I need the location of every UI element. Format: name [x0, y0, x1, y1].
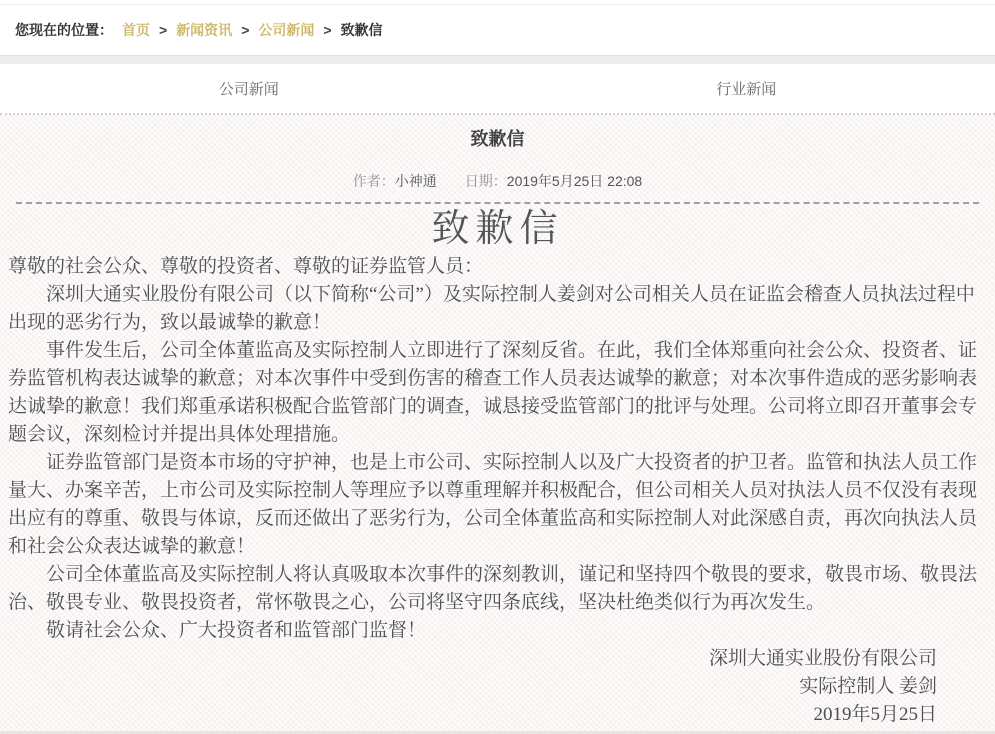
letter-paragraph: 公司全体董监高及实际控制人将认真吸取本次事件的深刻教训，谨记和坚持四个敬畏的要求，敬畏市场、敬畏法治、敬畏专业、敬畏投资者，常怀敬畏之心，公司将坚守四条底线，坚决杜绝类似行为再次发生。	[8, 564, 978, 613]
signature-block	[8, 645, 987, 729]
news-tabs	[0, 64, 995, 115]
breadcrumb-link-company-news[interactable]: 公司新闻	[258, 22, 315, 38]
letter-body	[8, 205, 987, 729]
dashed-divider	[16, 202, 979, 204]
article-meta	[8, 171, 987, 191]
signature-signer: 实际控制人 姜剑	[799, 676, 937, 697]
signature-date: 2019年5月25日	[813, 704, 937, 725]
letter-paragraph: 证券监管部门是资本市场的守护神，也是上市公司、实际控制人以及广大投资者的护卫者。监管和执法人员工作量大、办案辛苦，上市公司及实际控制人等理应予以尊重理解并积极配合，但公司相关人员对执法人员不仅没有表现出应有的尊重、敬畏与体谅，反而还做出了恶劣行为，公司全体董监高和实际控制人对此深感自责，再次向执法人员和社会公众表达诚挚的歉意！	[8, 452, 978, 557]
letter-paragraph: 事件发生后，公司全体董监高及实际控制人立即进行了深刻反省。在此，我们全体郑重向社会公众、投资者、证券监管机构表达诚挚的歉意；对本次事件中受到伤害的稽查工作人员表达诚挚的歉意；对本次事件造成的恶劣影响表达诚挚的歉意！我们郑重承诺积极配合监管部门的调查，诚恳接受监管部门的批评与处理。公司将立即召开董事会专题会议，深刻检讨并提出具体处理措施。	[8, 340, 978, 445]
breadcrumb-separator: >	[323, 22, 332, 38]
article-panel	[0, 115, 995, 734]
breadcrumb-current-page: 致歉信	[340, 22, 383, 38]
breadcrumb-label: 您现在的位置：	[15, 22, 113, 38]
breadcrumb-separator: >	[241, 22, 250, 38]
tab-company-news[interactable]: 公司新闻	[218, 81, 279, 98]
letter-salutation: 尊敬的社会公众、尊敬的投资者、尊敬的证券监管人员：	[8, 256, 484, 277]
author-value: 小神通	[394, 173, 437, 189]
date-label: 日期：	[464, 173, 507, 189]
breadcrumb-link-home[interactable]: 首页	[122, 22, 150, 38]
date-value: 2019年5月25日 22:08	[506, 173, 643, 189]
breadcrumb-separator: >	[159, 22, 168, 38]
tab-industry-news[interactable]: 行业新闻	[716, 81, 777, 98]
breadcrumb-link-news[interactable]: 新闻资讯	[176, 22, 233, 38]
breadcrumb	[0, 5, 995, 55]
author-label: 作者：	[352, 173, 395, 189]
signature-company: 深圳大通实业股份有限公司	[708, 648, 937, 669]
letter-paragraph: 深圳大通实业股份有限公司（以下简称“公司”）及实际控制人姜剑对公司相关人员在证监会稽查人员执法过程中出现的恶劣行为，致以最诚挚的歉意！	[8, 284, 975, 333]
page-title: 致歉信	[470, 129, 525, 149]
section-divider-band	[0, 55, 995, 64]
letter-title: 致歉信	[431, 208, 564, 250]
letter-paragraph: 敬请社会公众、广大投资者和监管部门监督！	[46, 620, 427, 641]
